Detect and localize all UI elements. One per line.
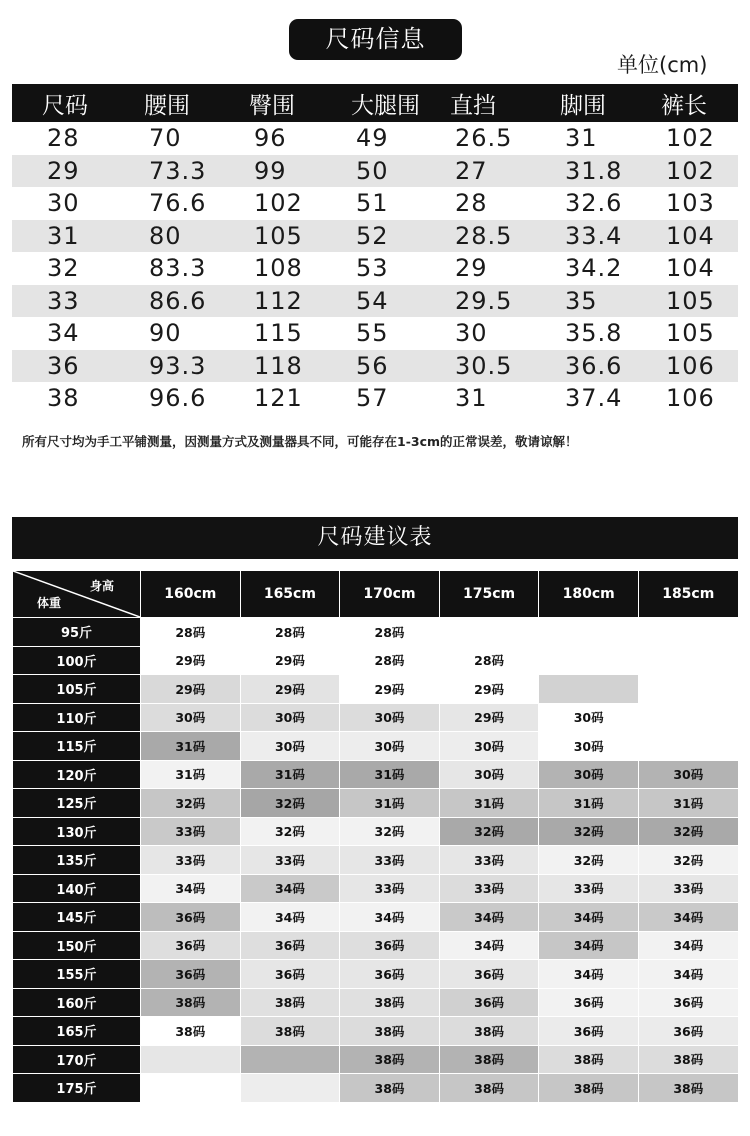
rec-row xyxy=(13,789,739,818)
header-size: 尺码 xyxy=(12,84,114,122)
rec-cell: 31码 xyxy=(340,760,440,789)
rec-cell xyxy=(439,618,539,647)
size-cell: 55 xyxy=(356,319,389,348)
size-cell: 30 xyxy=(455,319,488,348)
size-row xyxy=(12,382,738,415)
height-header: 175cm xyxy=(439,571,539,618)
rec-cell: 33码 xyxy=(340,846,440,875)
rec-row xyxy=(13,903,739,932)
size-cell: 70 xyxy=(149,124,182,153)
rec-cell: 32码 xyxy=(539,846,639,875)
size-cell: 31 xyxy=(12,220,114,253)
rec-cell: 38码 xyxy=(439,1045,539,1074)
rec-cell: 33码 xyxy=(439,874,539,903)
rec-cell xyxy=(638,732,738,761)
size-row xyxy=(12,122,738,155)
rec-cell xyxy=(638,618,738,647)
rec-cell: 34码 xyxy=(240,874,340,903)
rec-cell: 36码 xyxy=(439,988,539,1017)
rec-cell: 34码 xyxy=(439,903,539,932)
size-cell: 28 xyxy=(455,189,488,218)
rec-cell: 28码 xyxy=(141,618,241,647)
weight-label: 105斤 xyxy=(13,675,141,704)
rec-cell xyxy=(240,1074,340,1103)
rec-row xyxy=(13,732,739,761)
header-thigh: 大腿围 xyxy=(321,84,420,122)
rec-cell: 36码 xyxy=(240,960,340,989)
rec-header-row xyxy=(13,571,739,618)
weight-label: 165斤 xyxy=(13,1017,141,1046)
size-cell: 96 xyxy=(254,124,287,153)
size-cell: 26.5 xyxy=(455,124,513,153)
rec-row xyxy=(13,988,739,1017)
rec-cell: 38码 xyxy=(340,988,440,1017)
rec-cell: 29码 xyxy=(141,646,241,675)
size-cell: 102 xyxy=(666,124,715,153)
rec-cell: 34码 xyxy=(539,960,639,989)
size-cell: 34 xyxy=(47,319,80,348)
rec-cell: 32码 xyxy=(240,789,340,818)
weight-label: 100斤 xyxy=(13,646,141,675)
rec-cell: 29码 xyxy=(439,675,539,704)
size-cell: 37.4 xyxy=(565,384,623,413)
height-header: 180cm xyxy=(539,571,639,618)
rec-cell: 31码 xyxy=(439,789,539,818)
size-cell: 86.6 xyxy=(114,285,219,318)
height-header: 165cm xyxy=(240,571,340,618)
page-title: 尺码信息 xyxy=(289,19,462,60)
size-cell: 105 xyxy=(219,220,321,253)
rec-cell xyxy=(638,675,738,704)
height-header: 185cm xyxy=(638,571,738,618)
rec-cell: 36码 xyxy=(141,903,241,932)
rec-cell: 38码 xyxy=(638,1045,738,1074)
size-cell: 53 xyxy=(356,254,389,283)
size-row xyxy=(12,155,738,188)
size-row xyxy=(12,285,738,318)
rec-cell: 34码 xyxy=(539,931,639,960)
rec-cell: 34码 xyxy=(638,903,738,932)
rec-cell: 28码 xyxy=(340,646,440,675)
size-cell: 90 xyxy=(149,319,182,348)
rec-cell: 30码 xyxy=(439,760,539,789)
rec-cell: 36码 xyxy=(638,1017,738,1046)
rec-row xyxy=(13,646,739,675)
size-cell: 104 xyxy=(631,220,738,253)
size-cell: 103 xyxy=(666,189,715,218)
size-cell: 108 xyxy=(254,254,303,283)
size-cell: 73.3 xyxy=(114,155,219,188)
rec-cell: 38码 xyxy=(439,1074,539,1103)
rec-cell: 32码 xyxy=(539,817,639,846)
rec-cell: 36码 xyxy=(240,931,340,960)
rec-cell: 33码 xyxy=(141,817,241,846)
recommend-title: 尺码建议表 xyxy=(12,517,738,559)
rec-row xyxy=(13,817,739,846)
rec-cell: 31码 xyxy=(539,789,639,818)
size-row xyxy=(12,317,738,350)
size-cell: 112 xyxy=(219,285,321,318)
rec-cell: 36码 xyxy=(539,1017,639,1046)
rec-cell: 31码 xyxy=(141,760,241,789)
size-cell: 35.8 xyxy=(565,319,623,348)
size-cell: 32 xyxy=(47,254,80,283)
rec-row xyxy=(13,1017,739,1046)
size-cell: 29 xyxy=(455,254,488,283)
rec-cell: 30码 xyxy=(340,732,440,761)
rec-cell: 38码 xyxy=(638,1074,738,1103)
weight-label: 110斤 xyxy=(13,703,141,732)
diagonal-divider xyxy=(13,571,140,617)
rec-cell: 34码 xyxy=(638,931,738,960)
rec-cell: 38码 xyxy=(240,1017,340,1046)
rec-cell: 29码 xyxy=(240,675,340,704)
rec-cell: 36码 xyxy=(638,988,738,1017)
size-cell: 31 xyxy=(455,384,488,413)
size-cell: 106 xyxy=(666,384,715,413)
size-cell: 106 xyxy=(631,350,738,383)
size-cell: 28 xyxy=(47,124,80,153)
rec-cell: 29码 xyxy=(439,703,539,732)
rec-cell: 38码 xyxy=(539,1045,639,1074)
rec-cell: 32码 xyxy=(141,789,241,818)
rec-cell: 31码 xyxy=(141,732,241,761)
size-cell: 93.3 xyxy=(114,350,219,383)
height-header: 160cm xyxy=(141,571,241,618)
header-hip: 臀围 xyxy=(219,84,321,122)
size-cell: 76.6 xyxy=(149,189,207,218)
rec-cell: 31码 xyxy=(638,789,738,818)
weight-label: 145斤 xyxy=(13,903,141,932)
size-recommendation-table xyxy=(12,570,739,1103)
rec-cell xyxy=(240,1045,340,1074)
size-cell: 115 xyxy=(254,319,303,348)
rec-cell: 34码 xyxy=(638,960,738,989)
size-cell: 27 xyxy=(420,155,530,188)
rec-cell: 31码 xyxy=(240,760,340,789)
rec-cell: 32码 xyxy=(340,817,440,846)
rec-cell: 38码 xyxy=(340,1045,440,1074)
weight-label: 155斤 xyxy=(13,960,141,989)
rec-cell: 34码 xyxy=(340,903,440,932)
measurement-note: 所有尺寸均为手工平铺测量，因测量方式及测量器具不同，可能存在1-3cm的正常误差，敬请谅解！ xyxy=(22,434,578,449)
size-cell: 104 xyxy=(666,254,715,283)
rec-cell: 30码 xyxy=(539,760,639,789)
weight-label: 130斤 xyxy=(13,817,141,846)
rec-cell: 36码 xyxy=(141,960,241,989)
rec-cell xyxy=(141,1045,241,1074)
rec-cell: 33码 xyxy=(240,846,340,875)
rec-cell: 36码 xyxy=(539,988,639,1017)
weight-label: 175斤 xyxy=(13,1074,141,1103)
size-cell: 36 xyxy=(12,350,114,383)
size-cell: 34.2 xyxy=(565,254,623,283)
header-rise: 直挡 xyxy=(420,84,530,122)
size-info-table xyxy=(12,84,738,415)
rec-row xyxy=(13,675,739,704)
weight-label: 115斤 xyxy=(13,732,141,761)
rec-cell: 30码 xyxy=(539,703,639,732)
unit-label: 单位(cm) xyxy=(617,53,708,77)
rec-cell: 31码 xyxy=(340,789,440,818)
rec-cell: 30码 xyxy=(539,732,639,761)
weight-label: 150斤 xyxy=(13,931,141,960)
rec-cell: 30码 xyxy=(141,703,241,732)
size-row xyxy=(12,187,738,220)
weight-label: 140斤 xyxy=(13,874,141,903)
size-cell: 29.5 xyxy=(420,285,530,318)
size-cell: 121 xyxy=(254,384,303,413)
rec-cell: 30码 xyxy=(240,703,340,732)
rec-cell: 38码 xyxy=(141,1017,241,1046)
rec-cell: 38码 xyxy=(340,1074,440,1103)
weight-label: 120斤 xyxy=(13,760,141,789)
rec-cell: 33码 xyxy=(539,874,639,903)
rec-row xyxy=(13,960,739,989)
size-cell: 31.8 xyxy=(530,155,631,188)
rec-cell: 36码 xyxy=(340,931,440,960)
rec-cell: 36码 xyxy=(141,931,241,960)
rec-cell: 33码 xyxy=(638,874,738,903)
size-cell: 105 xyxy=(666,319,715,348)
size-cell: 28.5 xyxy=(420,220,530,253)
corner-height-label: 身高 xyxy=(89,579,114,593)
rec-cell: 30码 xyxy=(439,732,539,761)
size-cell: 102 xyxy=(254,189,303,218)
rec-row xyxy=(13,846,739,875)
weight-label: 160斤 xyxy=(13,988,141,1017)
size-cell: 33 xyxy=(12,285,114,318)
rec-row xyxy=(13,1045,739,1074)
size-cell: 57 xyxy=(356,384,389,413)
size-cell: 29 xyxy=(12,155,114,188)
size-cell: 99 xyxy=(219,155,321,188)
rec-cell: 32码 xyxy=(240,817,340,846)
rec-cell: 32码 xyxy=(439,817,539,846)
size-row xyxy=(12,350,738,383)
size-cell: 31 xyxy=(565,124,598,153)
weight-label: 125斤 xyxy=(13,789,141,818)
rec-cell xyxy=(638,646,738,675)
rec-row xyxy=(13,1074,739,1103)
rec-cell: 33码 xyxy=(439,846,539,875)
size-cell: 30 xyxy=(47,189,80,218)
rec-cell: 38码 xyxy=(539,1074,639,1103)
header-length: 裤长 xyxy=(631,84,738,122)
rec-cell: 38码 xyxy=(340,1017,440,1046)
rec-cell: 36码 xyxy=(439,960,539,989)
header-leg-opening: 脚围 xyxy=(530,84,631,122)
rec-cell: 32码 xyxy=(638,817,738,846)
rec-cell xyxy=(539,646,639,675)
size-cell: 54 xyxy=(321,285,420,318)
rec-cell xyxy=(141,1074,241,1103)
size-row xyxy=(12,220,738,253)
rec-cell: 38码 xyxy=(240,988,340,1017)
size-row xyxy=(12,252,738,285)
rec-cell: 30码 xyxy=(340,703,440,732)
size-cell: 83.3 xyxy=(149,254,207,283)
size-cell: 118 xyxy=(219,350,321,383)
rec-cell: 34码 xyxy=(539,903,639,932)
size-cell: 32.6 xyxy=(565,189,623,218)
rec-cell: 38码 xyxy=(141,988,241,1017)
rec-cell xyxy=(638,703,738,732)
rec-cell: 28码 xyxy=(240,618,340,647)
rec-row xyxy=(13,760,739,789)
rec-cell: 32码 xyxy=(638,846,738,875)
rec-cell: 38码 xyxy=(439,1017,539,1046)
rec-cell xyxy=(539,618,639,647)
size-table-header-row xyxy=(12,84,738,122)
size-cell: 50 xyxy=(321,155,420,188)
size-cell: 80 xyxy=(114,220,219,253)
rec-row xyxy=(13,703,739,732)
rec-row xyxy=(13,874,739,903)
weight-label: 135斤 xyxy=(13,846,141,875)
rec-cell xyxy=(539,675,639,704)
rec-cell: 30码 xyxy=(240,732,340,761)
rec-cell: 33码 xyxy=(141,846,241,875)
weight-label: 170斤 xyxy=(13,1045,141,1074)
weight-label: 95斤 xyxy=(13,618,141,647)
size-cell: 33.4 xyxy=(530,220,631,253)
size-cell: 96.6 xyxy=(149,384,207,413)
rec-cell: 28码 xyxy=(439,646,539,675)
height-header: 170cm xyxy=(340,571,440,618)
size-cell: 56 xyxy=(321,350,420,383)
size-cell: 35 xyxy=(530,285,631,318)
size-cell: 52 xyxy=(321,220,420,253)
rec-cell: 29码 xyxy=(240,646,340,675)
size-cell: 49 xyxy=(356,124,389,153)
corner-header xyxy=(13,571,141,618)
rec-cell: 34码 xyxy=(240,903,340,932)
rec-cell: 29码 xyxy=(340,675,440,704)
size-cell: 38 xyxy=(47,384,80,413)
rec-cell: 33码 xyxy=(340,874,440,903)
rec-cell: 28码 xyxy=(340,618,440,647)
size-cell: 36.6 xyxy=(530,350,631,383)
size-cell: 105 xyxy=(631,285,738,318)
rec-cell: 30码 xyxy=(638,760,738,789)
rec-row xyxy=(13,931,739,960)
size-cell: 102 xyxy=(631,155,738,188)
rec-cell: 34码 xyxy=(141,874,241,903)
size-cell: 30.5 xyxy=(420,350,530,383)
rec-cell: 34码 xyxy=(439,931,539,960)
size-cell: 51 xyxy=(356,189,389,218)
corner-weight-label: 体重 xyxy=(37,596,62,610)
rec-cell: 36码 xyxy=(340,960,440,989)
rec-cell: 29码 xyxy=(141,675,241,704)
rec-row xyxy=(13,618,739,647)
header-waist: 腰围 xyxy=(114,84,219,122)
